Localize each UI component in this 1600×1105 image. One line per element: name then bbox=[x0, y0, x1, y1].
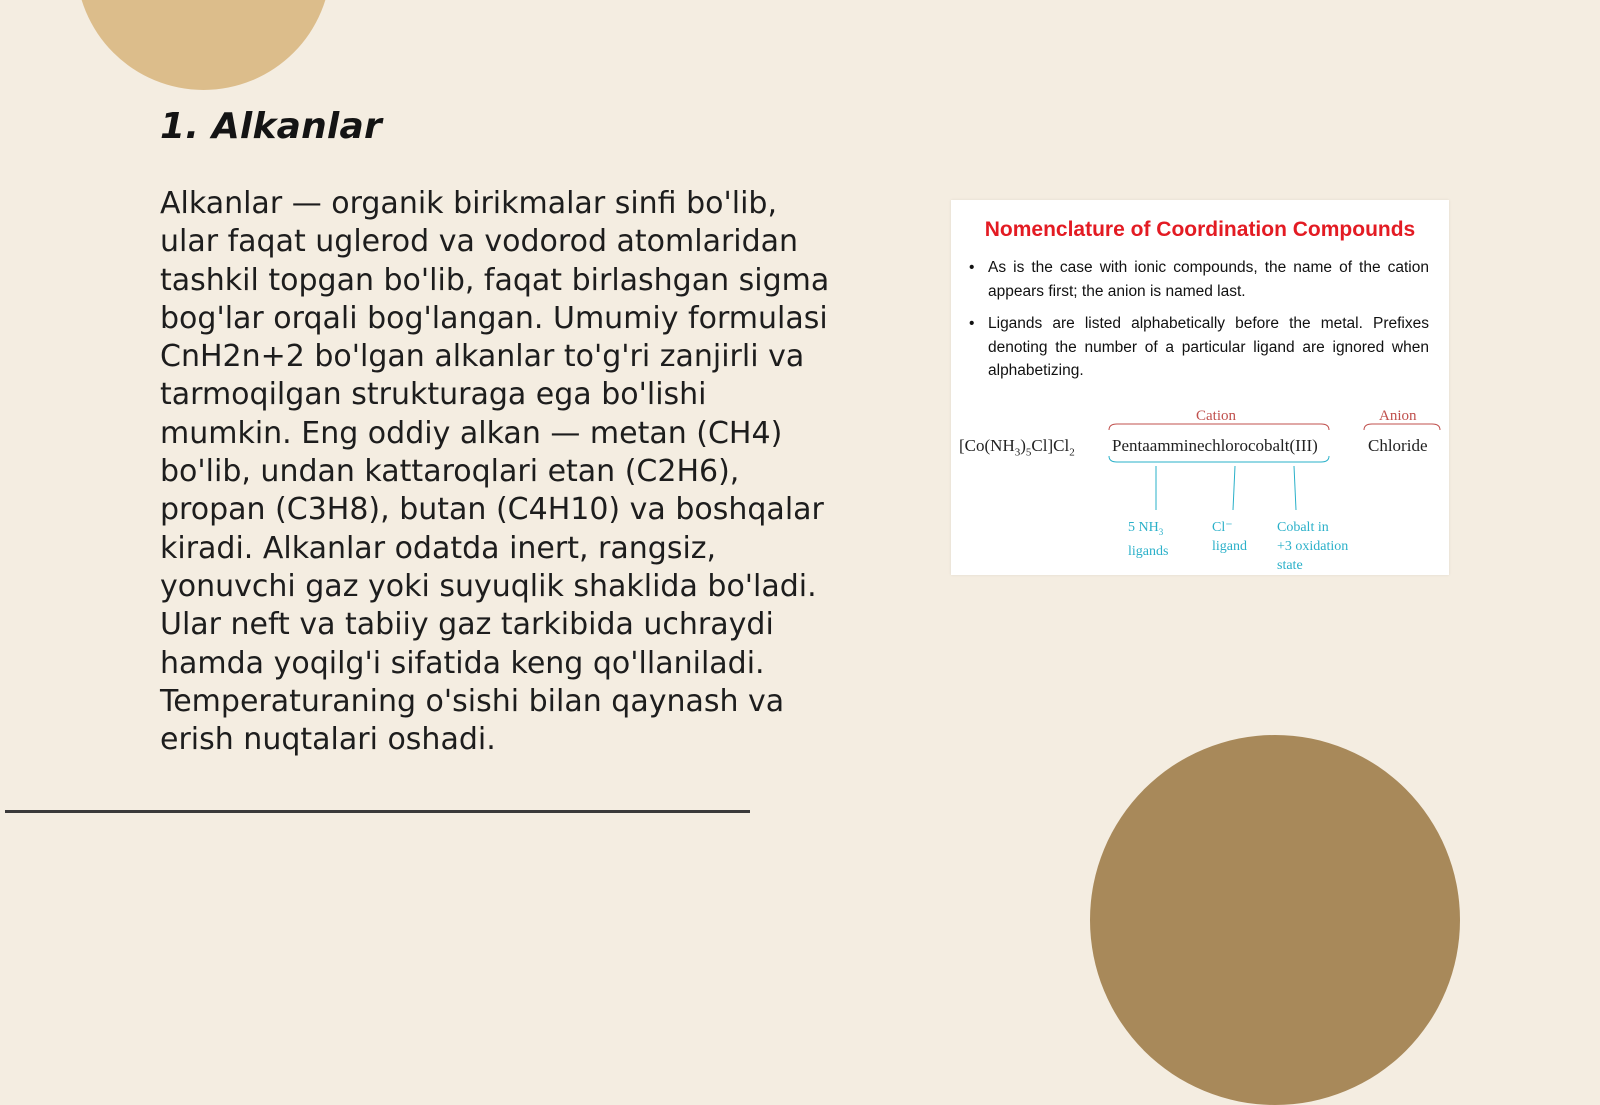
callout-text: 5 NH bbox=[1128, 520, 1159, 535]
formula-part: ) bbox=[1020, 436, 1026, 455]
compound-formula bbox=[959, 436, 1075, 458]
callout-nh3-ligands bbox=[1128, 518, 1168, 561]
callout-text: ligand bbox=[1212, 539, 1247, 554]
cl-pointer-line bbox=[1233, 466, 1235, 510]
callout-text: Cl⁻ bbox=[1212, 520, 1233, 535]
formula-part: Cl]Cl bbox=[1031, 436, 1070, 455]
callout-text: +3 oxidation bbox=[1277, 539, 1349, 554]
nomenclature-figure bbox=[951, 200, 1449, 575]
formula-subscript: 3 bbox=[1014, 446, 1021, 459]
slide-body-text: Alkanlar — organik birikmalar sinfi bo'lib, ular faqat uglerod va vodorod atomlaridan tashkil topgan bo'lib, faqat birlashgan sigma bog'lar orqali bog'langan. Umumiy formulasi CnH2n+2 bo'lgan alkanlar to'g'ri zanjirli va tarmoqilgan strukturaga ega bo'lishi mumkin. Eng oddiy alkan — metan (CH4) bo'lib, undan kattaroqlari etan (C2H6), propan (C3H8), butan (C4H10) va boshqalar kiradi. Alkanlar odatda inert, rangsiz, yonuvchi gaz yoki suyuqlik shaklida bo'ladi. Ular neft va tabiiy gaz tarkibida uchraydi hamda yoqilg'i sifatida keng qo'llaniladi. Temperaturaning o'sishi bilan qaynash va erish nuqtalari oshadi. bbox=[160, 186, 830, 758]
cation-lower-bracket bbox=[1109, 456, 1329, 462]
formula-part: [Co(NH bbox=[959, 436, 1015, 455]
callout-subscript: 3 bbox=[1158, 526, 1164, 537]
diagram-brackets bbox=[951, 400, 1449, 575]
cation-label: Cation bbox=[1196, 408, 1236, 424]
figure-bullet: • As is the case with ionic compounds, the name of the cation appears first; the anion is named last. bbox=[969, 256, 1429, 303]
figure-title: Nomenclature of Coordination Compounds bbox=[984, 218, 1416, 241]
naming-diagram bbox=[951, 400, 1449, 575]
cation-name: Pentaamminechlorocobalt(III) bbox=[1112, 436, 1318, 455]
formula-subscript: 2 bbox=[1069, 446, 1075, 459]
decorative-circle-top bbox=[76, 0, 331, 90]
figure-bullet: • Ligands are listed alphabetically before the metal. Prefixes denoting the number of a particular ligand are ignored when alphabetizing. bbox=[969, 312, 1429, 383]
decorative-circle-bottom bbox=[1090, 735, 1460, 1105]
slide-title: 1. Alkanlar bbox=[160, 106, 382, 147]
callout-text: state bbox=[1277, 558, 1303, 573]
divider-line bbox=[5, 810, 750, 813]
formula-subscript: 5 bbox=[1025, 446, 1032, 459]
figure-bullet-list bbox=[969, 256, 1429, 392]
cobalt-pointer-line bbox=[1294, 466, 1296, 510]
callout-cobalt-oxidation bbox=[1277, 518, 1348, 575]
callout-text: Cobalt in bbox=[1277, 520, 1329, 535]
callout-cl-ligand bbox=[1212, 518, 1247, 556]
callout-text: ligands bbox=[1128, 543, 1169, 559]
anion-label: Anion bbox=[1379, 408, 1417, 424]
anion-name: Chloride bbox=[1368, 436, 1428, 455]
